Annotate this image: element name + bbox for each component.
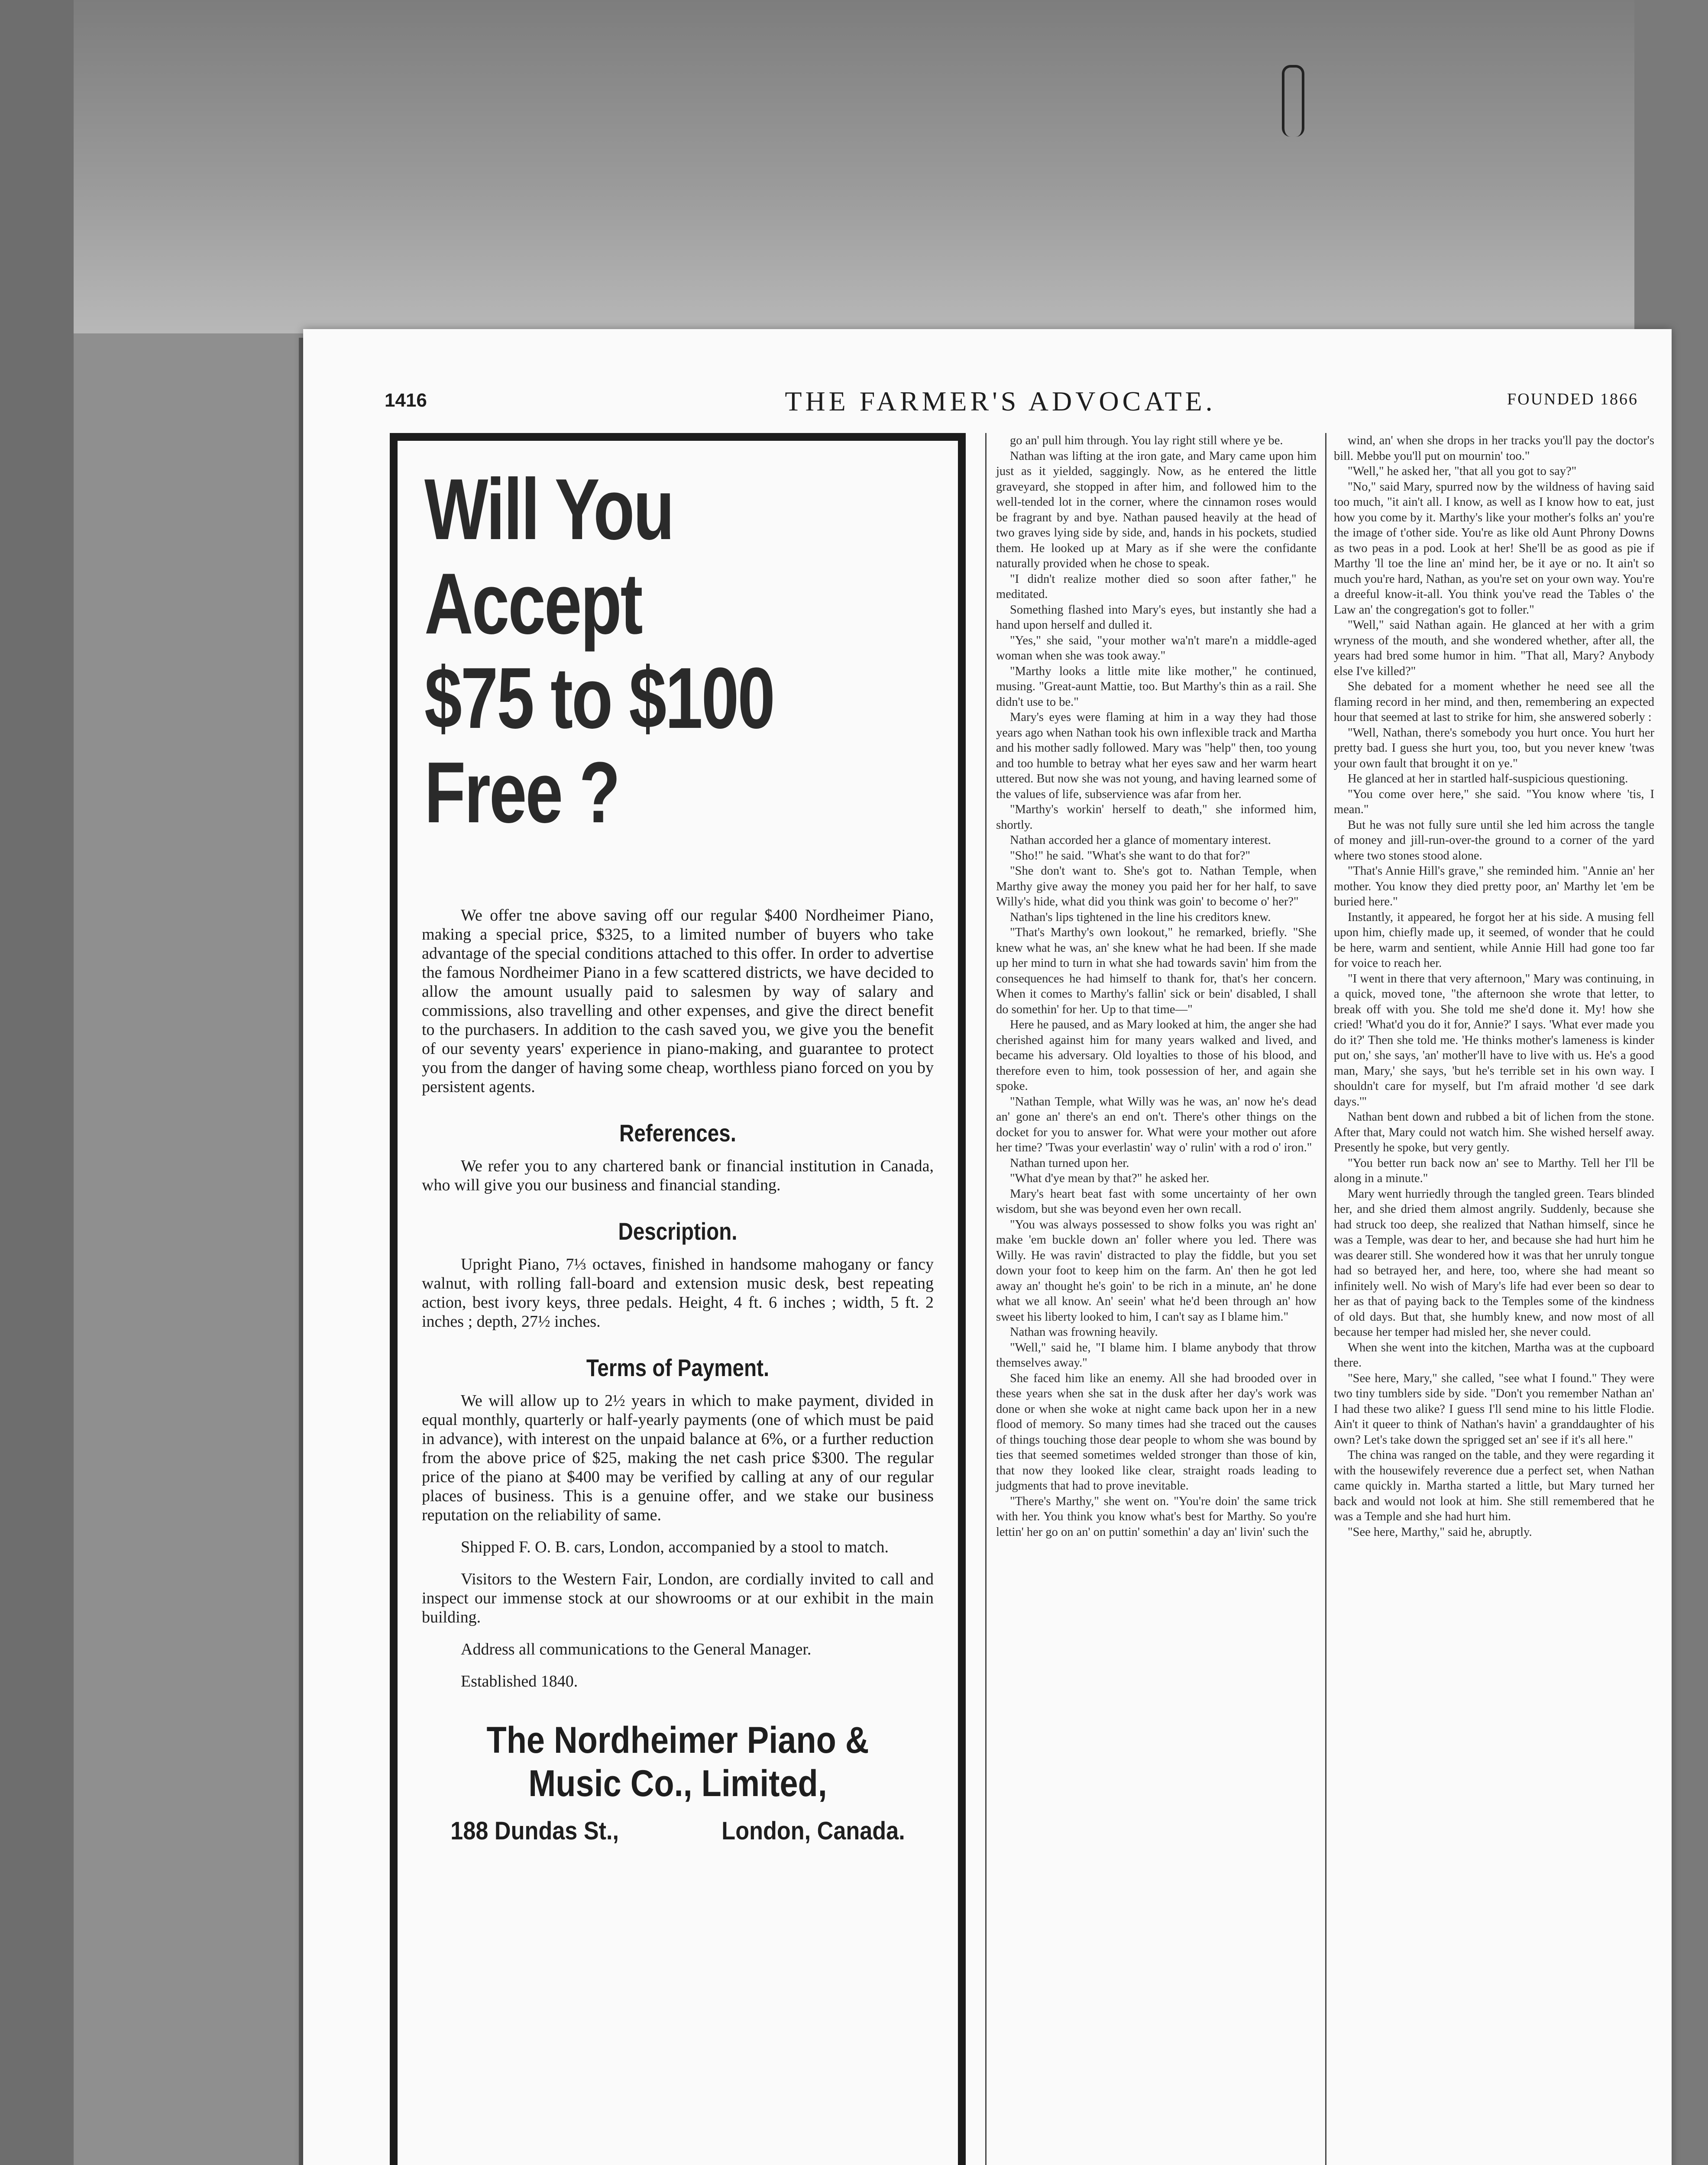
running-head: THE FARMER'S ADVOCATE. (785, 386, 1216, 417)
story-paragraph: go an' pull him through. You lay right still where ye be. (1010, 434, 1283, 447)
story-column-2 (1334, 433, 1654, 1540)
story-paragraph: "I went in there that very afternoon," Mary was continuing, in a quick, moved tone, "the afternoon she wrote that letter, to break off with you. She told me she'd done it. My! how she cried! 'What'd you do it for, Annie?' I says. 'What ever made you do it?' Then she told me. 'He thinks mother's lameness is kinder put on,' she says, 'an' mother'll have to live with us. He's a good man, Mary,' she says, 'but he's terrible set in his own way. I shouldn't care for myself, but I'm afraid mother 'd see dark days.'" (1334, 972, 1654, 1108)
story-paragraph: "Marthy looks a little mite like mother," he continued, musing. "Great-aunt Mattie, too. But Marthy's thin as a rail. She didn't use to be." (996, 664, 1317, 709)
headline-line: Free ? (424, 744, 619, 841)
story-paragraph: Nathan accorded her a glance of momentary interest. (1010, 834, 1271, 847)
references-paragraph: We refer you to any chartered bank or financial institution in Canada, who will give you our business and financial standing. (422, 1157, 934, 1194)
scan-background-top (0, 0, 1708, 333)
story-paragraph: "Well," said Nathan again. He glanced at her with a grim wryness of the mouth, and she wondered whether, after all, the years had bred some humor in him. "That all, Mary? Anybody else I've killed?" (1334, 618, 1654, 678)
story-paragraph: He glanced at her in startled half-suspicious questioning. (1348, 772, 1628, 785)
story-paragraph: Nathan bent down and rubbed a bit of lichen from the stone. After that, Mary could not watch him. She wished herself away. Presently he spoke, but very gently. (1334, 1110, 1654, 1154)
column-rule (1325, 433, 1326, 2165)
city-address: London, Canada. (721, 1817, 905, 1845)
shipping-paragraph: Shipped F. O. B. cars, London, accompanied by a stool to match. (461, 1538, 889, 1556)
ad-intro-paragraph: We offer tne above saving off our regular $400 Nordheimer Piano, making a special price, $325, to a limited number of buyers who take advantage of the special conditions attached to this offer. In order to advertise the famous Nordheimer Piano in a few scattered districts, we have decided to allow the amount usually paid to salesmen by way of salary and commissions, also travelling and other expenses, and give the direct benefit to the purchasers. In addition to the cash saved you, we give you the benefit of our seventy years' experience in piano-making, and guarantee to protect you from the danger of having some cheap, worthless piano forced on you by persistent agents. (422, 906, 934, 1096)
headline-line: $75 to $100 (424, 650, 774, 746)
story-paragraph: When she went into the kitchen, Martha was at the cupboard there. (1334, 1341, 1654, 1370)
story-paragraph: But he was not fully sure until she led him across the tangle of money and jill-run-over-the ground to a corner of the yard where two stones stood alone. (1334, 818, 1654, 863)
company-name (453, 1719, 903, 1805)
story-paragraph: "Well," said he, "I blame him. I blame anybody that throw themselves away." (996, 1341, 1317, 1370)
story-paragraph: "That's Marthy's own lookout," he remarked, briefly. "She knew what he was, an' she knew what he had been. If she made up her mind to turn in what she had towards savin' him from the consequences he had himself to thank for, that's her concern. When it comes to Marthy's fallin' sick or bein' disabled, I shall do somethin' for her. Up to that time—" (996, 926, 1317, 1016)
story-paragraph: "Yes," she said, "your mother wa'n't mare'n a middle-aged woman when she was took away." (996, 633, 1317, 662)
story-paragraph: "Well, Nathan, there's somebody you hurt once. You hurt her pretty bad. I guess she hurt you, too, but you never knew 'twas your own fault that brought it on ye." (1334, 726, 1654, 770)
story-paragraph: "Marthy's workin' herself to death," she informed him, shortly. (996, 803, 1317, 832)
story-paragraph: "I didn't realize mother died so soon after father," he meditated. (996, 572, 1317, 601)
references-heading: References. (619, 1119, 736, 1147)
founded-note: FOUNDED 1866 (1507, 390, 1639, 408)
story-paragraph: Instantly, it appeared, he forgot her at his side. A musing fell upon him, chiefly made up, it seemed, of wonder that he could be here, warm and sentient, while Annie Hill had gone too far for voice to reach her. (1334, 910, 1654, 970)
visitors-paragraph: Visitors to the Western Fair, London, are cordially invited to call and inspect our immense stock at our showrooms or at our exhibit in the main building. (422, 1570, 934, 1626)
terms-paragraph: We will allow up to 2½ years in which to make payment, divided in equal monthly, quarterly or half-yearly payments (one of which must be paid in advance), with interest on the unpaid balance at 6%, or a further reduction from the above price of $25, making the net cash price $300. The regular price of the piano at $400 may be verified by calling at any of our regular places of business. This is a genuine offer, and we stake our business reputation on the reliability of same. (422, 1392, 934, 1524)
headline-line: Will You (424, 461, 673, 558)
column-rule (985, 433, 987, 2165)
story-paragraph: "That's Annie Hill's grave," she reminded him. "Annie an' her mother. You know they died pretty poor, an' Marthy let 'em be buried here." (1334, 864, 1654, 908)
street-address: 188 Dundas St., (450, 1817, 619, 1845)
address-note: Address all communications to the General Manager. (461, 1640, 812, 1658)
story-paragraph: "No," said Mary, spurred now by the wildness of having said too much, "it ain't all. I know, as well as I know how to eat, just how you come by it. Marthy's like your mother's folks an' you're the image of t'other side. You're as like old Aunt Phrony Downs as two peas in a pod. Look at her! She'll be as good as pie if Marthy 'll toe the line an' mind her, be it aye or no. It ain't so much you're hard, Nathan, as you're set on your own way. You're a dreeful know-it-all. You think you've read the Tables o' the Law an' the congregation's got to foller." (1334, 480, 1654, 617)
story-paragraph: She faced him like an enemy. All she had brooded over in these years when she sat in the dusk after her day's work was done or when she woke at night came back upon her in a new flood of memory. So many times had she traced out the causes of things touching those dear people to whom she was bound by ties that seemed sometimes welded stronger than those of kin, that now they looked like clear, straight roads leading to judgments that had to prove inevitable. (996, 1371, 1317, 1493)
story-paragraph: "You better run back now an' see to Marthy. Tell her I'll be along in a minute." (1334, 1156, 1654, 1185)
story-paragraph: Nathan was frowning heavily. (1010, 1325, 1158, 1339)
terms-heading: Terms of Payment. (586, 1354, 770, 1381)
story-paragraph: Mary's eyes were flaming at him in a way they had those years ago when Nathan took his own inflexible track and Martha and his mother sadly followed. Mary was "help" then, too young and too humble to betray what her eyes saw and her warm heart uttered. But now she was not young, and having learned some of the values of life, subservience was afar from her. (996, 711, 1317, 801)
story-paragraph: Mary went hurriedly through the tangled green. Tears blinded her, and she dried them almost angrily. Suddenly, because she had struck too deep, she realized that Nathan himself, since he was a Temple, was dear to her, and because she had hurt him he was dearer still. She wondered how it was that her unruly tongue had so betrayed her, and here, too, where she had meant so infinitely well. No wish of Mary's life had ever been so dear to her as that of paying back to the Temples some of the kindness of old days. But that, she humbly knew, and now most of all because her temper had misled her, she never could. (1334, 1187, 1654, 1339)
story-paragraph: The china was ranged on the table, and they were regarding it with the housewifely reverence due a perfect set, when Nathan came quickly in. Martha started a little, but Mary turned her back and would not look at him. She still remembered that he was a Temple and she had hurt him. (1334, 1448, 1654, 1523)
story-paragraph: Nathan turned upon her. (1010, 1156, 1129, 1170)
scan-margin-left (0, 0, 74, 2165)
story-paragraph: "Well," he asked her, "that all you got to say?" (1348, 465, 1577, 478)
story-paragraph: "There's Marthy," she went on. "You're doin' the same trick with her. You think you know what's best for Marthy. So you're lettin' her go on an' on puttin' somethin' a day an' livin' such the (996, 1494, 1317, 1539)
story-paragraph: "See here, Mary," she called, "see what I found." They were two tiny tumblers side by side. "Don't you remember Nathan an' I had these two alike? I guess I'll send mine to his little Flodie. Ain't it queer to think of Nathan's havin' a granddaughter of his own? Let's take down the sprigged set an' see if it's all here." (1334, 1371, 1654, 1447)
newspaper-page (303, 329, 1672, 2165)
story-paragraph: "Sho!" he said. "What's she want to do that for?" (1010, 849, 1251, 863)
story-paragraph: "You come over here," she said. "You know where 'tis, I mean." (1334, 787, 1654, 816)
established-note: Established 1840. (461, 1672, 578, 1690)
story-column-1 (996, 433, 1317, 1540)
company-line: The Nordheimer Piano & (486, 1719, 869, 1761)
ad-headline (424, 462, 822, 840)
description-heading: Description. (618, 1218, 738, 1245)
story-paragraph: wind, an' when she drops in her tracks you'll pay the doctor's bill. Mebbe you'll put on mournin' too." (1334, 434, 1654, 463)
company-line: Music Co., Limited, (528, 1763, 827, 1804)
story-paragraph: "What d'ye mean by that?" he asked her. (1010, 1172, 1210, 1185)
story-paragraph: "She don't want to. She's got to. Nathan Temple, when Marthy give away the money you paid her for her half, to save Willy's hide, what did you think was goin' to become o' her?" (996, 864, 1317, 908)
page-number: 1416 (385, 390, 427, 411)
story-paragraph: Something flashed into Mary's eyes, but instantly she had a hand upon herself and dulled it. (996, 603, 1317, 632)
story-paragraph: Here he paused, and as Mary looked at him, the anger she had cherished against him for many years walked and lived, and became his adversary. Old loyalties to those of his blood, and therefore even to him, took possession of her, and again she spoke. (996, 1018, 1317, 1093)
story-paragraph: She debated for a moment whether he need see all the flaming record in her mind, and then, remembering an expected hour that seemed at last to strike for him, she answered soberly : (1334, 680, 1654, 724)
story-paragraph: Nathan was lifting at the iron gate, and Mary came upon him just as it yielded, saggingly. Now, as he entered the little graveyard, she stopped in after him, and followed him to the well-tended lot in the corner, where the cinnamon roses would be fragrant by and bye. Nathan paused heavily at the head of two graves lying side by side, and, hands in his pockets, studied them. He looked up at Mary as if she were the confidante naturally provided when he chose to speak. (996, 449, 1317, 570)
binder-clip-icon (1282, 65, 1304, 137)
company-address (447, 1816, 908, 1845)
story-paragraph: "You was always possessed to show folks you was right an' make 'em buckle down an' foller where you led. There was Willy. He was ravin' distracted to play the fiddle, but you set down your foot to keep him on the farm. An' then he got led away an' thought he's goin' to be rich in a minute, an' he done what we all know. An' seein' what he'd been through an' how sweet his liberty looked to him, I can't say as I blame him." (996, 1218, 1317, 1324)
description-paragraph: Upright Piano, 7⅓ octaves, finished in handsome mahogany or fancy walnut, with rolling fall-board and extension music desk, best repeating action, best ivory keys, three pedals. Height, 4 ft. 6 inches ; width, 5 ft. 2 inches ; depth, 27½ inches. (422, 1255, 934, 1331)
story-paragraph: Nathan's lips tightened in the line his creditors knew. (1010, 910, 1271, 924)
story-paragraph: "See here, Marthy," said he, abruptly. (1348, 1525, 1532, 1539)
story-paragraph: Mary's heart beat fast with some uncertainty of her own wisdom, but she was beyond even her own recall. (996, 1187, 1317, 1216)
headline-line: Accept (424, 556, 642, 652)
piano-advertisement (390, 433, 966, 2165)
story-paragraph: "Nathan Temple, what Willy was he was, an' now he's dead an' gone an' there's an end on't. There's other things on the docket for you to answer for. What were your mother out afore her time? 'Twas your everlastin' way o' rulin' with a rod o' iron." (996, 1095, 1317, 1154)
